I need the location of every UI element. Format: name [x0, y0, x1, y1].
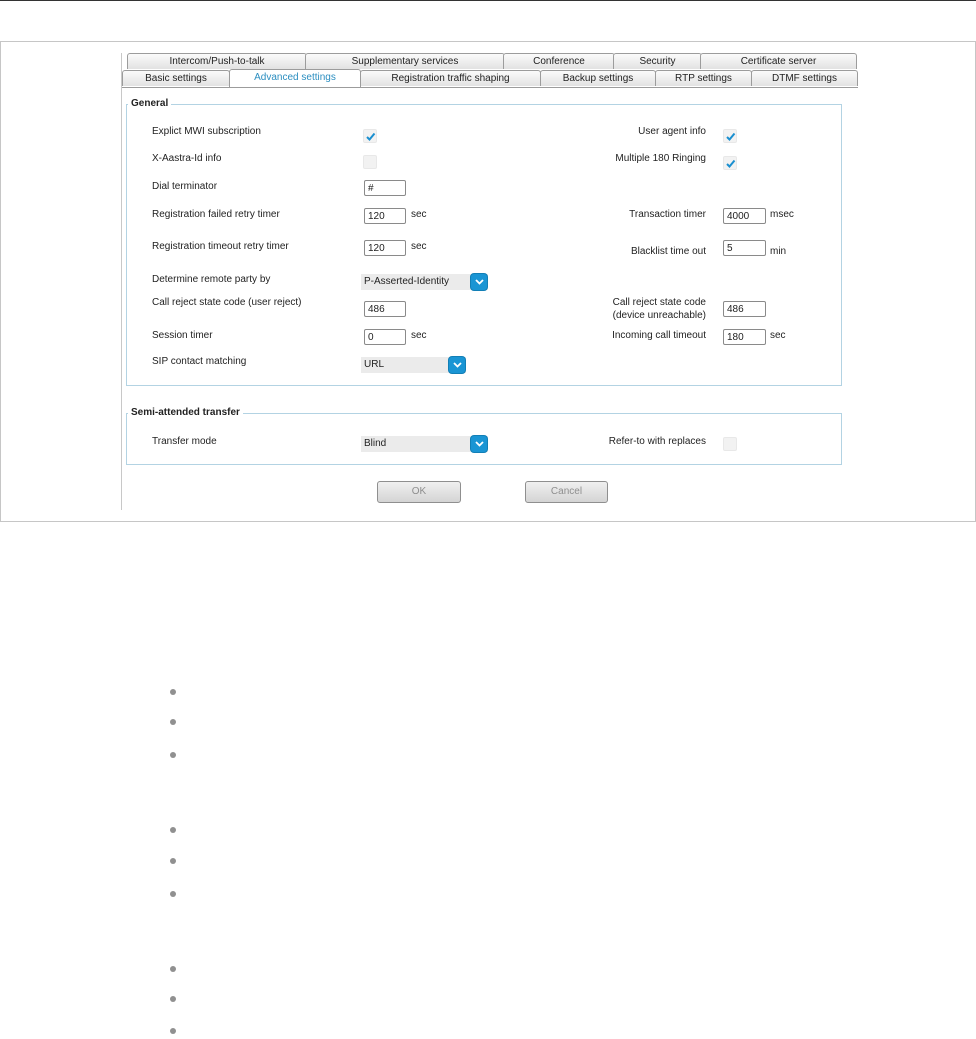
blacklist-timeout-input[interactable] [723, 240, 766, 256]
reject-device-label-line1: Call reject state code [612, 297, 706, 308]
transfer-mode-label: Transfer mode [152, 436, 217, 447]
incoming-timeout-unit: sec [770, 330, 786, 341]
reg-failed-retry-unit: sec [411, 209, 427, 220]
tab-security[interactable]: Security [613, 53, 702, 69]
general-title: General [128, 98, 171, 110]
reject-user-label: Call reject state code (user reject) [152, 297, 302, 308]
ok-button[interactable]: OK [377, 481, 461, 503]
tab-certificate-server[interactable]: Certificate server [700, 53, 857, 69]
chevron-down-icon[interactable] [470, 273, 488, 291]
bullet-icon [170, 966, 176, 972]
transaction-timer-label: Transaction timer [629, 209, 706, 220]
session-timer-label: Session timer [152, 330, 213, 341]
sip-contact-value: URL [364, 359, 385, 370]
reg-timeout-retry-label: Registration timeout retry timer [152, 241, 289, 252]
sip-contact-label: SIP contact matching [152, 356, 247, 367]
reg-failed-retry-label: Registration failed retry timer [152, 209, 280, 220]
dial-terminator-input[interactable] [364, 180, 406, 196]
reg-failed-retry-input[interactable] [364, 208, 406, 224]
bullet-icon [170, 891, 176, 897]
remote-party-label: Determine remote party by [152, 274, 271, 285]
bullet-icon [170, 827, 176, 833]
reject-device-input[interactable] [723, 301, 766, 317]
cancel-button[interactable]: Cancel [525, 481, 608, 503]
tab-backup-settings[interactable]: Backup settings [540, 70, 656, 86]
multiple-180-checkbox[interactable] [723, 156, 737, 170]
explicit-mwi-label: Explict MWI subscription [152, 126, 261, 137]
user-agent-label: User agent info [638, 126, 706, 137]
transfer-mode-value: Blind [364, 438, 387, 449]
tab-intercom-push-to-talk[interactable]: Intercom/Push-to-talk [127, 53, 307, 69]
tab-conference[interactable]: Conference [503, 53, 615, 69]
chevron-down-icon[interactable] [448, 356, 466, 374]
bullet-icon [170, 858, 176, 864]
tab-rtp-settings[interactable]: RTP settings [655, 70, 752, 86]
transfer-mode-select[interactable] [361, 436, 488, 452]
check-icon [725, 158, 736, 169]
x-aastra-checkbox[interactable] [363, 155, 377, 169]
bullet-icon [170, 752, 176, 758]
explicit-mwi-checkbox[interactable] [363, 129, 377, 143]
tab-baseline [122, 87, 858, 88]
blacklist-timeout-unit: min [770, 246, 787, 257]
tab-advanced-settings[interactable]: Advanced settings [229, 69, 361, 87]
bullet-icon [170, 689, 176, 695]
panel-left-edge [121, 53, 122, 510]
semi-attended-title: Semi-attended transfer [128, 407, 243, 419]
reject-user-input[interactable] [364, 301, 406, 317]
tab-registration-traffic-shaping[interactable]: Registration traffic shaping [360, 70, 541, 86]
reg-timeout-retry-unit: sec [411, 241, 427, 252]
transaction-timer-unit: msec [770, 209, 794, 220]
check-icon [725, 131, 736, 142]
remote-party-value: P-Asserted-Identity [364, 276, 450, 287]
reg-timeout-retry-input[interactable] [364, 240, 406, 256]
session-timer-input[interactable] [364, 329, 406, 345]
remote-party-select[interactable] [361, 274, 488, 290]
tab-basic-settings[interactable]: Basic settings [122, 70, 230, 86]
bullet-icon [170, 996, 176, 1002]
refer-to-checkbox[interactable] [723, 437, 737, 451]
bullet-icon [170, 719, 176, 725]
refer-to-label: Refer-to with replaces [608, 436, 706, 447]
dial-terminator-label: Dial terminator [152, 181, 218, 192]
incoming-timeout-input[interactable] [723, 329, 766, 345]
chevron-down-icon[interactable] [470, 435, 488, 453]
transaction-timer-input[interactable] [723, 208, 766, 224]
sip-contact-select[interactable] [361, 357, 466, 373]
reject-device-label-line2: (device unreachable) [612, 310, 706, 321]
blacklist-timeout-label: Blacklist time out [630, 246, 706, 257]
tab-dtmf-settings[interactable]: DTMF settings [751, 70, 858, 86]
check-icon [365, 131, 376, 142]
user-agent-checkbox[interactable] [723, 129, 737, 143]
x-aastra-label: X-Aastra-Id info [152, 153, 222, 164]
multiple-180-label: Multiple 180 Ringing [615, 153, 706, 164]
tab-supplementary-services[interactable]: Supplementary services [305, 53, 505, 69]
session-timer-unit: sec [411, 330, 427, 341]
bullet-icon [170, 1028, 176, 1034]
incoming-timeout-label: Incoming call timeout [612, 330, 706, 341]
top-rule [0, 0, 976, 1]
